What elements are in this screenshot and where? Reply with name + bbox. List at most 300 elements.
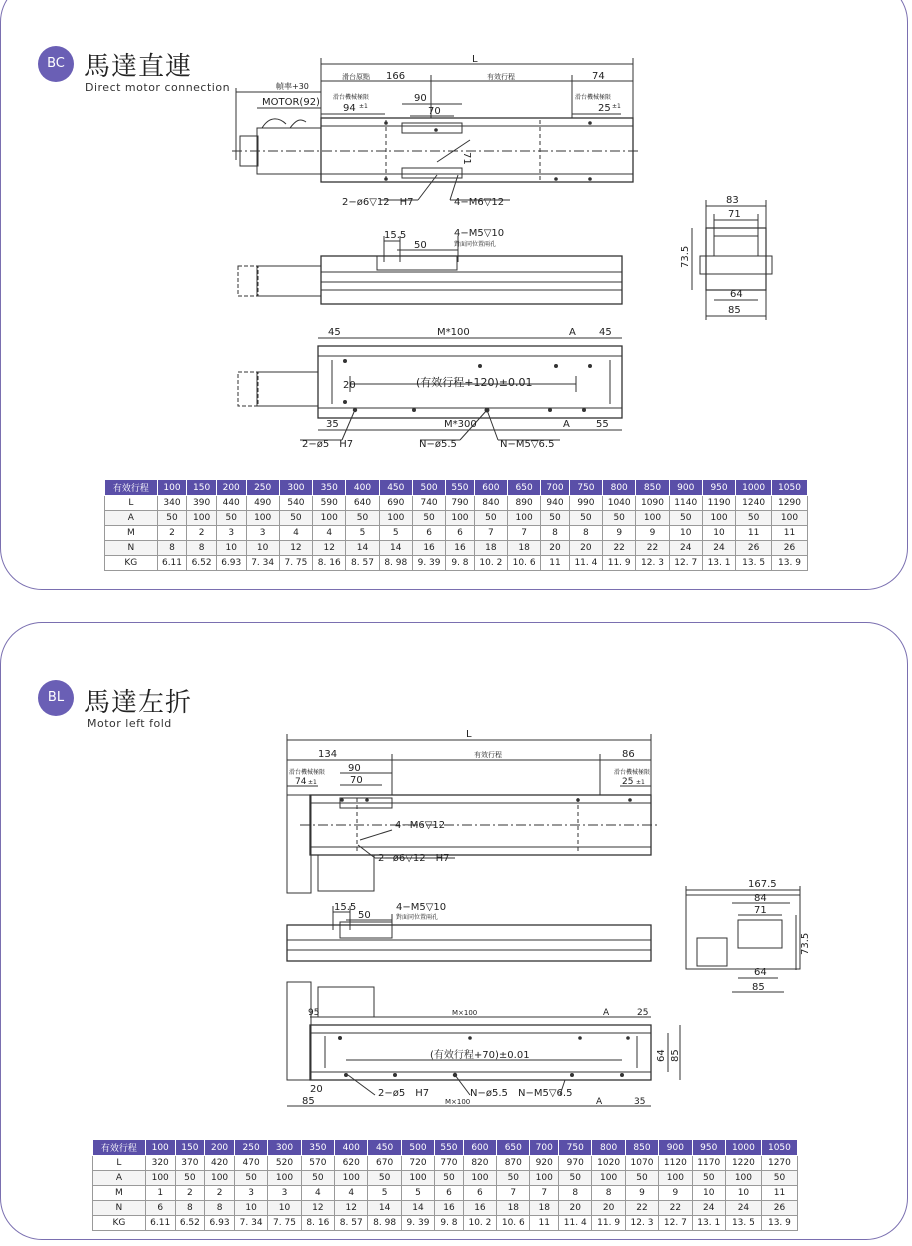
- table-cell: 14: [368, 1201, 401, 1216]
- table-cell: 7. 34: [246, 556, 279, 571]
- table-row-label: KG: [93, 1216, 146, 1231]
- table-body: [93, 1156, 798, 1231]
- table-cell: 3: [216, 526, 246, 541]
- table-cell: 100: [313, 511, 346, 526]
- table-cell: 16: [412, 541, 445, 556]
- table-header-cell: 100: [157, 480, 187, 496]
- table-cell: 8: [569, 526, 602, 541]
- table-cell: 10. 6: [507, 556, 540, 571]
- section-title: 馬達左折: [84, 688, 193, 718]
- table-cell: 620: [335, 1156, 368, 1171]
- table-cell: 13. 1: [702, 556, 735, 571]
- table-cell: 18: [497, 1201, 530, 1216]
- table-cell: 100: [636, 511, 669, 526]
- table-cell: 7. 75: [268, 1216, 301, 1231]
- table-cell: 5: [346, 526, 379, 541]
- table-cell: 8: [175, 1201, 205, 1216]
- table-cell: 790: [446, 496, 475, 511]
- table-cell: 50: [234, 1171, 267, 1186]
- table-cell: 2: [157, 526, 187, 541]
- table-cell: 100: [268, 1171, 301, 1186]
- table-cell: 20: [559, 1201, 592, 1216]
- table-cell: 50: [569, 511, 602, 526]
- table-cell: 10: [669, 526, 702, 541]
- table-cell: 18: [530, 1201, 559, 1216]
- table-header-cell: 650: [497, 1140, 530, 1156]
- dim-64: 64: [754, 967, 767, 978]
- table-cell: 9: [603, 526, 636, 541]
- table-header-cell: 300: [279, 480, 312, 496]
- table-cell: 440: [216, 496, 246, 511]
- table-cell: 8. 98: [368, 1216, 401, 1231]
- table-cell: 11: [530, 1216, 559, 1231]
- table-cell: 50: [497, 1171, 530, 1186]
- table-cell: 50: [346, 511, 379, 526]
- table-cell: 22: [603, 541, 636, 556]
- table-cell: 6.11: [157, 556, 187, 571]
- dim-pm1-left: ±1: [308, 779, 317, 786]
- table-header-cell: 1000: [725, 1140, 761, 1156]
- table-cell: 10. 2: [474, 556, 507, 571]
- section-subtitle: Motor left fold: [87, 717, 172, 730]
- table-cell: 1170: [692, 1156, 725, 1171]
- table-cell: 100: [772, 511, 808, 526]
- table-cell: 690: [379, 496, 412, 511]
- section-badge: BC: [38, 46, 74, 82]
- table-header-cell: 800: [592, 1140, 625, 1156]
- table-cell: 50: [559, 1171, 592, 1186]
- table-cell: 3: [268, 1186, 301, 1201]
- dim-m100: M×100: [452, 1009, 478, 1017]
- dim-95: 95: [308, 1008, 320, 1018]
- table-cell: 26: [761, 1201, 797, 1216]
- callout-b-hole: N−ø5.5: [470, 1088, 508, 1099]
- dim-mech-left: 滑台機械極限: [289, 769, 326, 776]
- table-cell: 1120: [659, 1156, 692, 1171]
- table-cell: 3: [234, 1186, 267, 1201]
- dim-A: A: [569, 327, 576, 338]
- table-cell: 18: [507, 541, 540, 556]
- table-cell: 990: [569, 496, 602, 511]
- dim-94: 94: [343, 103, 356, 114]
- dim-15-5: 15.5: [334, 902, 357, 913]
- table-header-cell: 150: [187, 480, 217, 496]
- table-header-cell: 1000: [736, 480, 772, 496]
- table-cell: 5: [379, 526, 412, 541]
- table-cell: 100: [659, 1171, 692, 1186]
- callout-b-pin: 2−ø5 H7: [378, 1088, 430, 1099]
- table-cell: 100: [702, 511, 735, 526]
- table-cell: 4: [279, 526, 312, 541]
- table-header-cell: 850: [625, 1140, 658, 1156]
- table-cell: 14: [379, 541, 412, 556]
- dim-L: L: [472, 54, 478, 65]
- table-header-cell: 750: [559, 1140, 592, 1156]
- dim-mech-left: 滑台機械極限: [333, 94, 370, 101]
- table-cell: 10: [268, 1201, 301, 1216]
- table-cell: 8: [559, 1186, 592, 1201]
- table-cell: 12: [279, 541, 312, 556]
- table-header-cell: 400: [335, 1140, 368, 1156]
- table-header-cell: 950: [692, 1140, 725, 1156]
- table-header-cell: 900: [669, 480, 702, 496]
- table-row-label: L: [93, 1156, 146, 1171]
- table-row-label: M: [93, 1186, 146, 1201]
- table-cell: 12: [301, 1201, 334, 1216]
- dim-span: (有效行程+120)±0.01: [416, 376, 533, 389]
- table-cell: 100: [530, 1171, 559, 1186]
- table-cell: 1190: [702, 496, 735, 511]
- table-cell: 2: [175, 1186, 205, 1201]
- table-cell: 9. 8: [435, 1216, 464, 1231]
- table-cell: 11: [541, 556, 570, 571]
- table-cell: 590: [313, 496, 346, 511]
- table-cell: 16: [463, 1201, 496, 1216]
- table-cell: 12. 3: [625, 1216, 658, 1231]
- table-cell: 26: [772, 541, 808, 556]
- table-cell: 8: [205, 1201, 235, 1216]
- callout-b-hole: N−ø5.5: [419, 439, 457, 450]
- callout-tap-side: 4−M5▽10: [454, 228, 505, 239]
- table-cell: 9. 8: [446, 556, 475, 571]
- table-cell: 720: [401, 1156, 434, 1171]
- table-cell: 890: [507, 496, 540, 511]
- table-cell: 340: [157, 496, 187, 511]
- table-header-cell: 1050: [761, 1140, 797, 1156]
- dim-70: 70: [428, 106, 441, 117]
- table-cell: 100: [145, 1171, 175, 1186]
- table-cell: 2: [187, 526, 217, 541]
- table-cell: 10. 6: [497, 1216, 530, 1231]
- table-cell: 22: [625, 1201, 658, 1216]
- callout-pin-hole: 2−ø6▽12 H7: [342, 197, 414, 208]
- dim-71b: 71: [728, 209, 741, 220]
- dim-m100: M*100: [437, 327, 470, 338]
- table-cell: 10: [234, 1201, 267, 1216]
- table-header-cell: 950: [702, 480, 735, 496]
- table-cell: 6.11: [145, 1216, 175, 1231]
- section-title: 馬達直連: [84, 52, 193, 82]
- table-cell: 50: [474, 511, 507, 526]
- table-cell: 50: [368, 1171, 401, 1186]
- dim-45a: 45: [328, 327, 341, 338]
- table-cell: 6.93: [216, 556, 246, 571]
- table-header-cell: 350: [313, 480, 346, 496]
- table-cell: 100: [463, 1171, 496, 1186]
- dim-45b: 45: [599, 327, 612, 338]
- table-header-cell: 550: [446, 480, 475, 496]
- table-cell: 1: [145, 1186, 175, 1201]
- dim-85: 85: [752, 982, 765, 993]
- dim-90: 90: [414, 93, 427, 104]
- table-header-cell: 100: [145, 1140, 175, 1156]
- dim-25: 25: [622, 777, 634, 787]
- table-cell: 11: [772, 526, 808, 541]
- dim-85c: 85: [302, 1096, 315, 1107]
- table-cell: 100: [446, 511, 475, 526]
- table-cell: 1270: [761, 1156, 797, 1171]
- table-cell: 20: [592, 1201, 625, 1216]
- table-cell: 13. 5: [725, 1216, 761, 1231]
- callout-side-note: 對面同位置兩孔: [396, 914, 439, 921]
- table-cell: 50: [157, 511, 187, 526]
- table-cell: 1090: [636, 496, 669, 511]
- table-header-cell: 250: [234, 1140, 267, 1156]
- callout-b-tap: N−M5▽6.5: [500, 439, 555, 450]
- table-cell: 320: [145, 1156, 175, 1171]
- table-cell: 13. 1: [692, 1216, 725, 1231]
- dim-73-5: 73.5: [680, 245, 691, 268]
- table-cell: 1140: [669, 496, 702, 511]
- table-cell: 12. 3: [636, 556, 669, 571]
- table-cell: 6: [463, 1186, 496, 1201]
- callout-tap-side: 4−M5▽10: [396, 902, 447, 913]
- table-cell: 8. 57: [335, 1216, 368, 1231]
- table-cell: 8. 98: [379, 556, 412, 571]
- table-cell: 420: [205, 1156, 235, 1171]
- table-cell: 14: [346, 541, 379, 556]
- callout-tap-top: 4−M6▽12: [395, 820, 446, 831]
- table-cell: 940: [541, 496, 570, 511]
- table-header-cell: 150: [175, 1140, 205, 1156]
- table-cell: 24: [702, 541, 735, 556]
- table-cell: 6: [435, 1186, 464, 1201]
- table-cell: 7: [474, 526, 507, 541]
- table-header-cell: 200: [216, 480, 246, 496]
- table-header-cell: 850: [636, 480, 669, 496]
- table-header-cell: 700: [541, 480, 570, 496]
- dim-74: 74: [295, 777, 307, 787]
- table-cell: 1220: [725, 1156, 761, 1171]
- table-cell: 100: [725, 1171, 761, 1186]
- table-header-label: 有效行程: [105, 480, 158, 496]
- table-cell: 50: [216, 511, 246, 526]
- dim-167-5: 167.5: [748, 879, 777, 890]
- dim-origin-label: 滑台原點: [342, 73, 370, 81]
- dim-85: 85: [728, 305, 741, 316]
- table-cell: 50: [541, 511, 570, 526]
- table-header-cell: 550: [435, 1140, 464, 1156]
- dim-55: 55: [596, 419, 609, 430]
- table-cell: 20: [569, 541, 602, 556]
- dim-71: 71: [754, 905, 767, 916]
- dim-span: (有效行程+70)±0.01: [430, 1050, 530, 1061]
- dim-m300: M*300: [444, 419, 477, 430]
- table-cell: 13. 5: [736, 556, 772, 571]
- section-badge: BL: [38, 680, 74, 716]
- table-cell: 10: [216, 541, 246, 556]
- table-header-cell: 600: [463, 1140, 496, 1156]
- dim-pm1-right: ±1: [636, 779, 645, 786]
- table-header-cell: 1050: [772, 480, 808, 496]
- table-cell: 6: [446, 526, 475, 541]
- dim-71: 71: [461, 152, 472, 165]
- table-cell: 11. 9: [592, 1216, 625, 1231]
- table-cell: 8: [187, 541, 217, 556]
- table-header-cell: 450: [368, 1140, 401, 1156]
- table-cell: 9: [636, 526, 669, 541]
- table-cell: 7. 34: [234, 1216, 267, 1231]
- section-subtitle: Direct motor connection: [85, 81, 231, 94]
- table-cell: 12. 7: [669, 556, 702, 571]
- table-cell: 8: [541, 526, 570, 541]
- table-cell: 10: [702, 526, 735, 541]
- table-cell: 13. 9: [772, 556, 808, 571]
- table-cell: 100: [507, 511, 540, 526]
- table-cell: 2: [205, 1186, 235, 1201]
- dim-74: 74: [592, 71, 605, 82]
- table-header-cell: 250: [246, 480, 279, 496]
- table-cell: 50: [301, 1171, 334, 1186]
- table-cell: 13. 9: [761, 1216, 797, 1231]
- table-header-cell: 400: [346, 480, 379, 496]
- table-row-label: A: [93, 1171, 146, 1186]
- table-cell: 7: [530, 1186, 559, 1201]
- table-cell: 50: [669, 511, 702, 526]
- table-cell: 7: [507, 526, 540, 541]
- table-cell: 4: [301, 1186, 334, 1201]
- table-cell: 10: [692, 1186, 725, 1201]
- table-cell: 11. 4: [559, 1216, 592, 1231]
- table-cell: 6: [412, 526, 445, 541]
- table-cell: 540: [279, 496, 312, 511]
- table-cell: 920: [530, 1156, 559, 1171]
- dim-20: 20: [310, 1084, 323, 1095]
- table-cell: 9. 39: [401, 1216, 434, 1231]
- table-row-label: N: [93, 1201, 146, 1216]
- table-cell: 1020: [592, 1156, 625, 1171]
- table-cell: 20: [541, 541, 570, 556]
- dim-50: 50: [358, 910, 371, 921]
- table-header-cell: 500: [401, 1140, 434, 1156]
- table-cell: 10: [725, 1186, 761, 1201]
- table-cell: 14: [401, 1201, 434, 1216]
- table-cell: 640: [346, 496, 379, 511]
- table-cell: 50: [692, 1171, 725, 1186]
- table-cell: 8: [592, 1186, 625, 1201]
- table-cell: 18: [474, 541, 507, 556]
- table-cell: 870: [497, 1156, 530, 1171]
- table-cell: 4: [335, 1186, 368, 1201]
- table-header-row: [93, 1140, 798, 1156]
- table-cell: 390: [187, 496, 217, 511]
- table-header-label: 有效行程: [93, 1140, 146, 1156]
- dim-64b: 64: [656, 1049, 667, 1062]
- table-cell: 6.52: [187, 556, 217, 571]
- dim-15-5: 15.5: [384, 230, 407, 241]
- dim-166: 166: [386, 71, 406, 82]
- table-cell: 100: [187, 511, 217, 526]
- table-cell: 24: [669, 541, 702, 556]
- dim-25: 25: [598, 103, 611, 114]
- dim-20: 20: [343, 380, 356, 391]
- dim-A2: A: [563, 419, 570, 430]
- table-row-label: L: [105, 496, 158, 511]
- dim-stroke: 有效行程: [474, 751, 502, 759]
- table-cell: 8. 57: [346, 556, 379, 571]
- table-header-cell: 200: [205, 1140, 235, 1156]
- dim-stroke: 有效行程: [487, 73, 515, 81]
- table-cell: 520: [268, 1156, 301, 1171]
- table-cell: 470: [234, 1156, 267, 1171]
- dim-73-5: 73.5: [800, 932, 811, 955]
- table-cell: 9: [659, 1186, 692, 1201]
- table-cell: 7: [497, 1186, 530, 1201]
- table-header-cell: 350: [301, 1140, 334, 1156]
- dim-m100b: M×100: [445, 1098, 471, 1106]
- dim-35: 35: [326, 419, 339, 430]
- table-cell: 12: [313, 541, 346, 556]
- table-cell: 9: [625, 1186, 658, 1201]
- table-cell: 50: [761, 1171, 797, 1186]
- table-cell: 100: [205, 1171, 235, 1186]
- dim-83: 83: [726, 195, 739, 206]
- table-header-cell: 800: [603, 480, 636, 496]
- table-row: [93, 1156, 798, 1171]
- dim-84: 84: [754, 893, 767, 904]
- table-cell: 490: [246, 496, 279, 511]
- table-row-label: N: [105, 541, 158, 556]
- table-row: [93, 1186, 798, 1201]
- table-cell: 100: [379, 511, 412, 526]
- callout-tap-top: 4−M6▽12: [454, 197, 505, 208]
- table-row: [93, 1171, 798, 1186]
- table-cell: 11: [761, 1186, 797, 1201]
- table-cell: 670: [368, 1156, 401, 1171]
- table-row-label: M: [105, 526, 158, 541]
- table-row: [93, 1201, 798, 1216]
- table-cell: 6.93: [205, 1216, 235, 1231]
- table-cell: 370: [175, 1156, 205, 1171]
- table-cell: 100: [401, 1171, 434, 1186]
- dim-64: 64: [730, 289, 743, 300]
- table-cell: 11: [736, 526, 772, 541]
- dim-A: A: [603, 1008, 610, 1018]
- table-row-label: KG: [105, 556, 158, 571]
- table-cell: 570: [301, 1156, 334, 1171]
- table-cell: 10. 2: [463, 1216, 496, 1231]
- table-header-cell: 650: [507, 480, 540, 496]
- table-header-cell: 500: [412, 480, 445, 496]
- table-cell: 8. 16: [313, 556, 346, 571]
- table-cell: 22: [636, 541, 669, 556]
- table-header-cell: 900: [659, 1140, 692, 1156]
- table-cell: 740: [412, 496, 445, 511]
- table-cell: 50: [279, 511, 312, 526]
- table-header-cell: 450: [379, 480, 412, 496]
- table-cell: 8: [157, 541, 187, 556]
- table-cell: 22: [659, 1201, 692, 1216]
- table-cell: 6: [145, 1201, 175, 1216]
- table-cell: 8. 16: [301, 1216, 334, 1231]
- table-cell: 50: [175, 1171, 205, 1186]
- table-cell: 5: [401, 1186, 434, 1201]
- table-cell: 4: [313, 526, 346, 541]
- dim-134: 134: [318, 749, 338, 760]
- table-cell: 770: [435, 1156, 464, 1171]
- spec-table-bl: [92, 1139, 798, 1231]
- callout-b-pin: 2−ø5 H7: [302, 439, 354, 450]
- table-cell: 840: [474, 496, 507, 511]
- table-cell: 100: [335, 1171, 368, 1186]
- table-header-cell: 600: [474, 480, 507, 496]
- table-cell: 24: [692, 1201, 725, 1216]
- table-cell: 26: [736, 541, 772, 556]
- dim-90: 90: [348, 763, 361, 774]
- callout-b-tap: N−M5▽6.5: [518, 1088, 573, 1099]
- table-cell: 24: [725, 1201, 761, 1216]
- table-header-cell: 700: [530, 1140, 559, 1156]
